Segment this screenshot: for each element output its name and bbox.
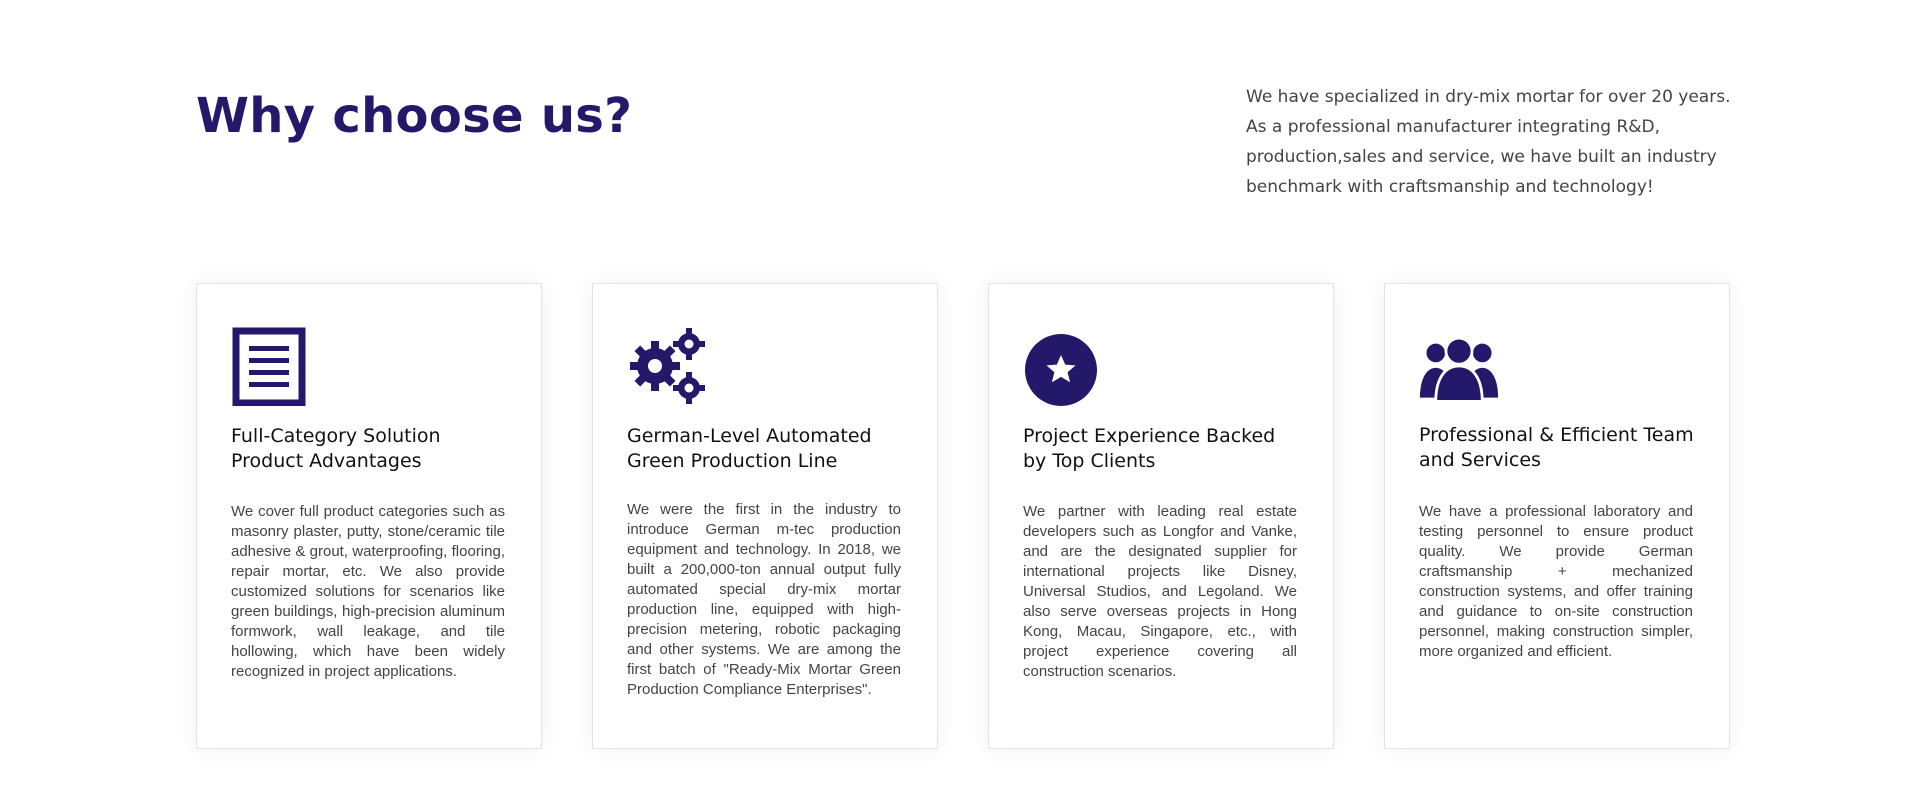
- feature-card-production-line: [592, 283, 938, 749]
- card-title: [1023, 424, 1313, 474]
- document-icon: [231, 326, 311, 406]
- card-title: [1419, 423, 1709, 473]
- card-title-line1: Professional & Efficient Team: [1419, 424, 1694, 446]
- card-body: We partner with leading real estate developers such as Longfor and Vanke, and are the designated supplier for international projects like Disney, Universal Studios, and Legoland. We also serve overseas projects in Hong Kong, Macau, Singapore, etc., with project experience covering all construction scenarios.: [1023, 503, 1297, 680]
- card-title-line2: by Top Clients: [1023, 450, 1156, 472]
- section-title: Why choose us?: [196, 88, 633, 144]
- team-icon: [1419, 326, 1499, 406]
- card-title-line2: Product Advantages: [231, 450, 422, 472]
- card-title-line1: Full-Category Solution: [231, 425, 441, 447]
- card-title-line1: Project Experience Backed: [1023, 425, 1276, 447]
- card-title-line2: and Services: [1419, 449, 1541, 471]
- section-intro: We have specialized in dry-mix mortar for over 20 years. As a professional manufacturer integrating R&D, production,sales and service, we have built an industry benchmark with craftsmanship and technology!: [1246, 87, 1731, 197]
- card-title: [231, 424, 521, 474]
- card-title: [627, 424, 917, 474]
- card-title-line1: German-Level Automated: [627, 425, 872, 447]
- feature-card-full-category: [196, 283, 542, 749]
- card-body: We have a professional laboratory and testing personnel to ensure product quality. We provide German craftsmanship + mechanized construction systems, and offer training and guidance to on-site construction personnel, making construction simpler, more organized and efficient.: [1419, 503, 1693, 660]
- card-title-line2: Green Production Line: [627, 450, 838, 472]
- star-badge-icon: [1023, 326, 1103, 406]
- feature-card-team-services: [1384, 283, 1730, 749]
- card-body: We were the first in the industry to introduce German m-tec production equipment and technology. In 2018, we built a 200,000-ton annual output fully automated special dry-mix mortar production line, equipped with high-precision metering, robotic packaging and other systems. We are among the first batch of "Ready-Mix Mortar Green Production Compliance Enterprises".: [627, 501, 901, 698]
- feature-card-project-experience: [988, 283, 1334, 749]
- card-body: We cover full product categories such as masonry plaster, putty, stone/ceramic tile adhesive & grout, waterproofing, flooring, repair mortar, etc. We also provide customized solutions for scenarios like green buildings, high-precision aluminum formwork, wall leakage, and tile hollowing, which have been widely recognized in project applications.: [231, 503, 505, 680]
- gears-icon: [627, 326, 707, 406]
